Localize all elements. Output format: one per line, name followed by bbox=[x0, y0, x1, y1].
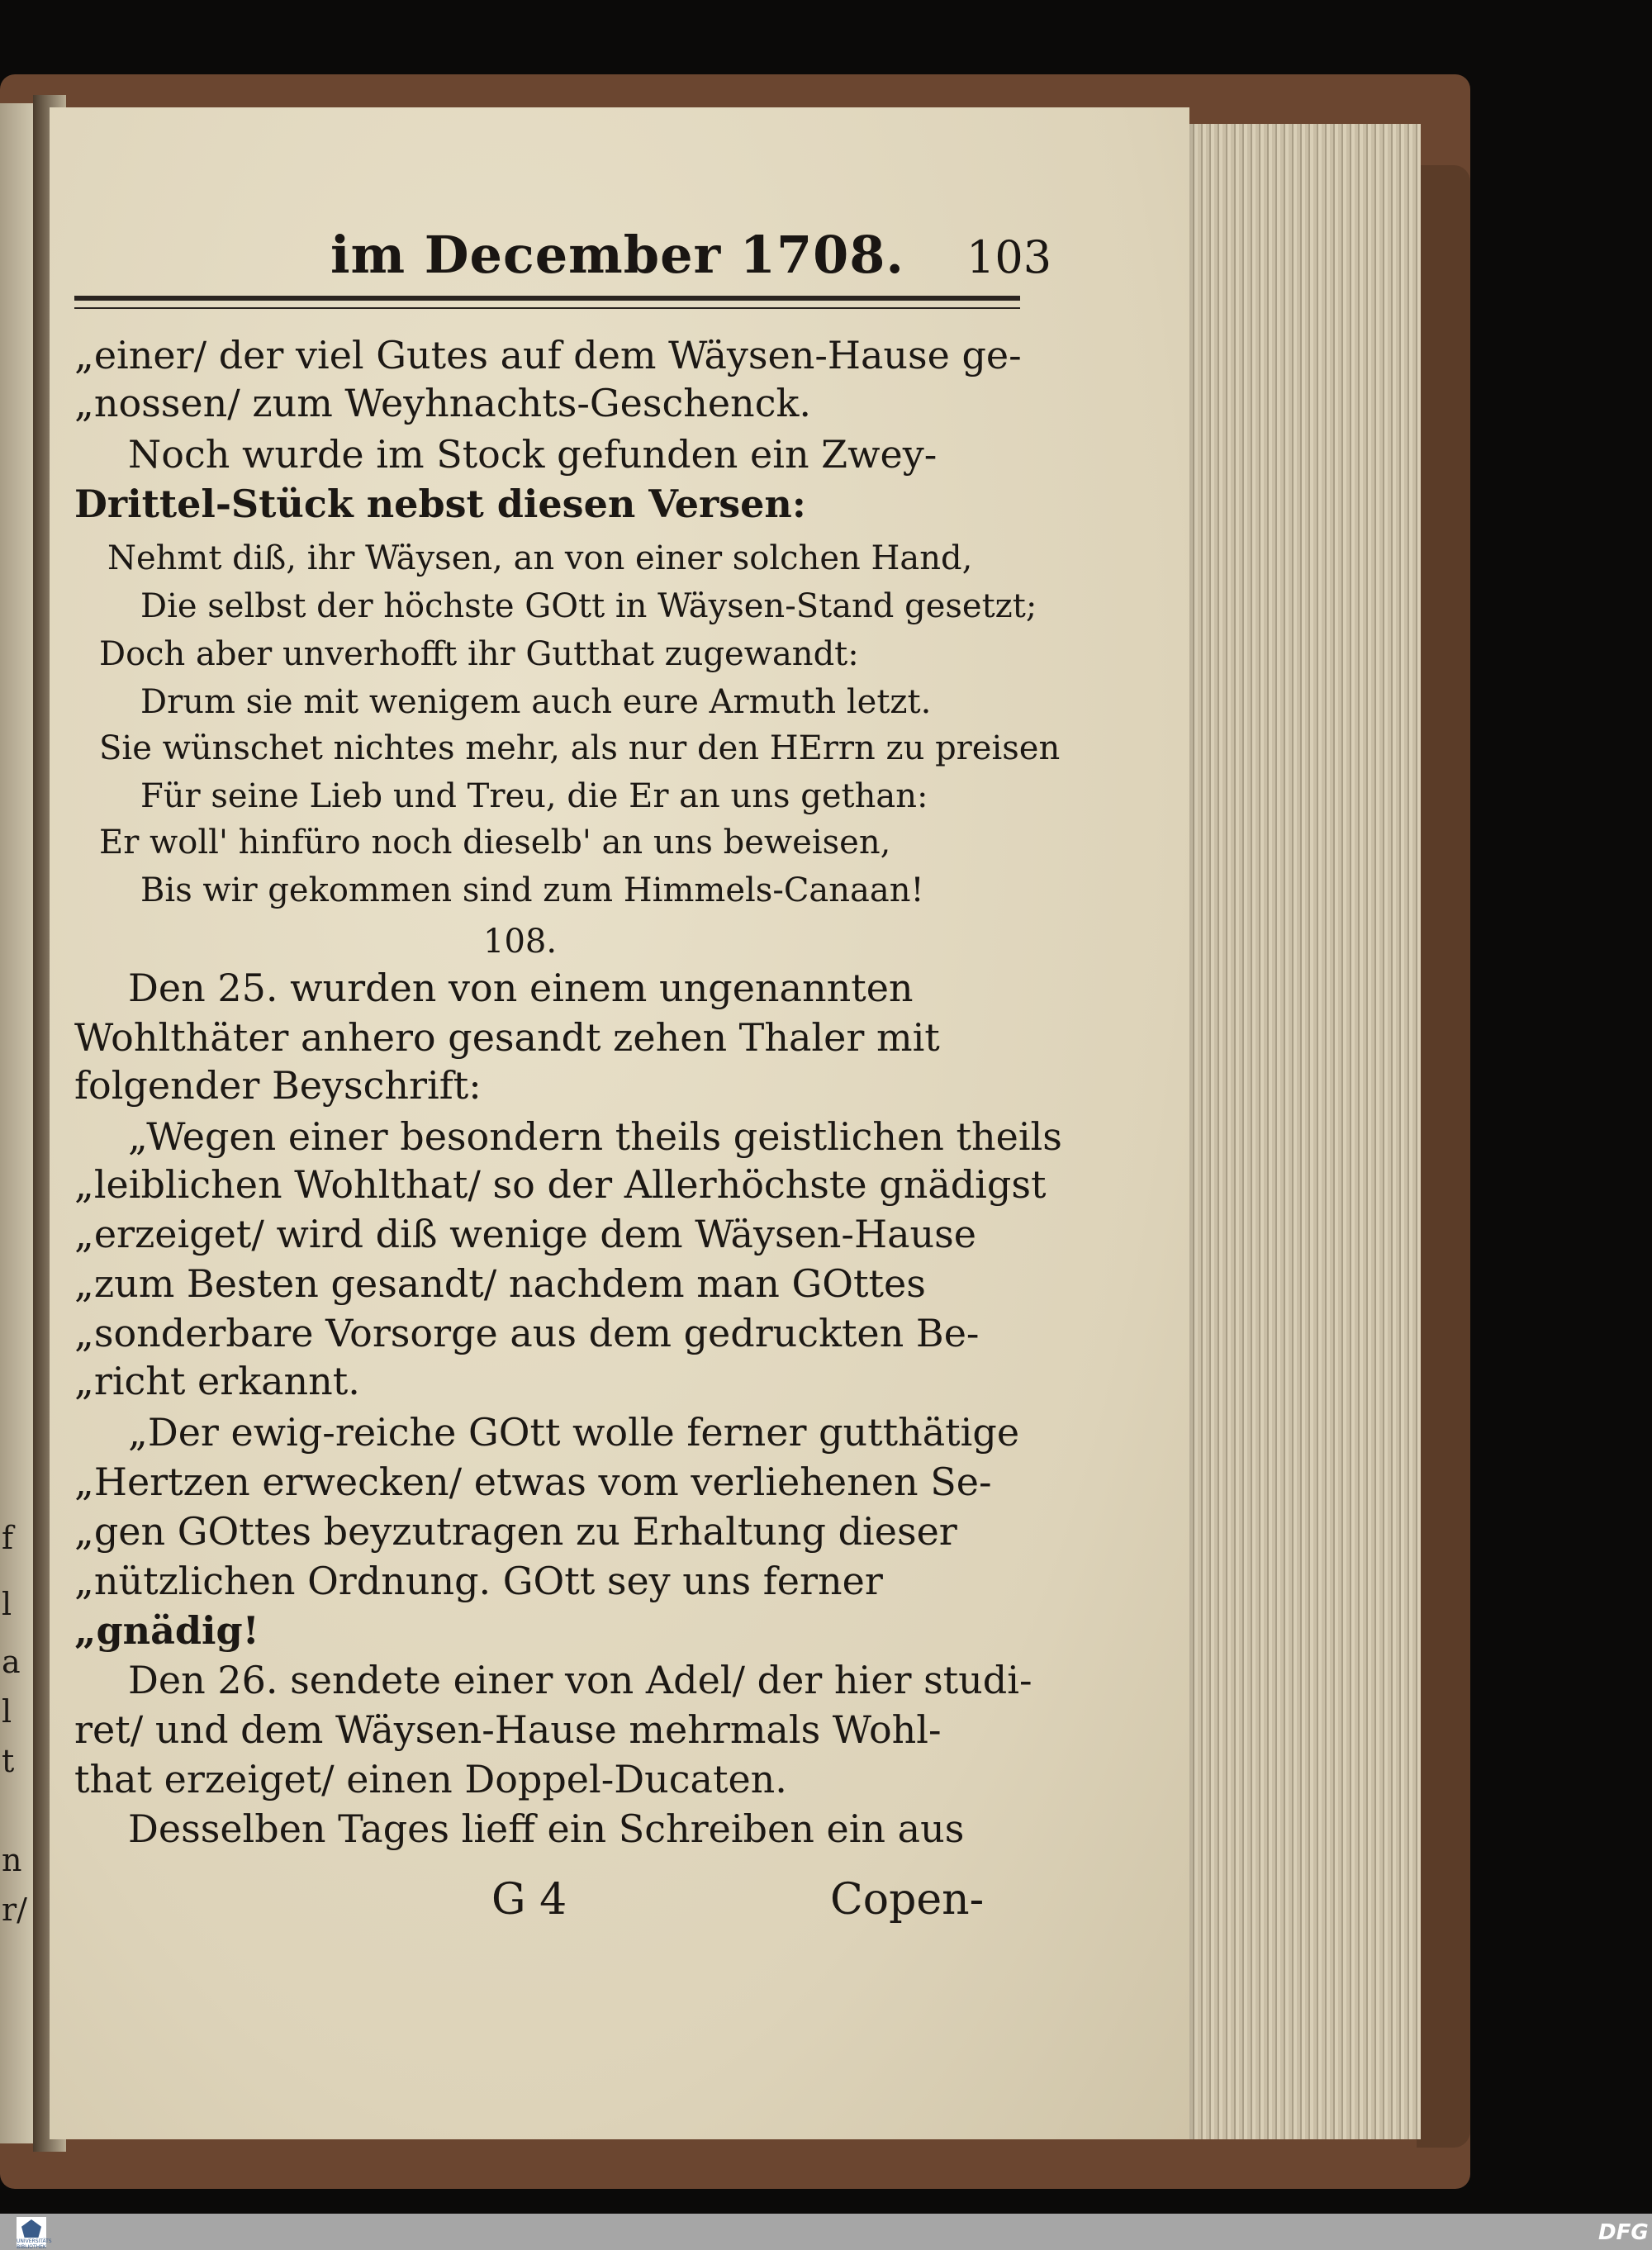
library-logo-caption: UNIVERSITÄTS BIBLIOTHEK bbox=[17, 2238, 52, 2250]
verse-line: Drum sie mit wenigem auch eure Armuth letzt. bbox=[140, 683, 932, 721]
entry-number: 108. bbox=[483, 923, 558, 961]
page-edges bbox=[1173, 124, 1421, 2139]
margin-fragment: f bbox=[2, 1520, 14, 1556]
margin-fragment: l bbox=[2, 1586, 12, 1622]
text-line: „einer/ der viel Gutes auf dem Wäysen-Hause ge- bbox=[74, 333, 1022, 377]
verse-line: Er woll' hinfüro noch dieselb' an uns beweisen, bbox=[99, 824, 891, 862]
verse-line: Bis wir gekommen sind zum Himmels-Canaan! bbox=[140, 871, 924, 909]
margin-fragment: t bbox=[2, 1743, 15, 1779]
text-line: „gnädig! bbox=[74, 1608, 259, 1653]
text-line: „zum Besten gesandt/ nachdem man GOttes bbox=[74, 1261, 926, 1306]
library-emblem-icon bbox=[21, 2219, 41, 2238]
page-number: 103 bbox=[966, 231, 1052, 283]
library-logo-icon bbox=[17, 2217, 52, 2250]
header-rule bbox=[74, 296, 1020, 301]
text-line: „nützlichen Ordnung. GOtt sey uns ferner bbox=[74, 1559, 883, 1603]
margin-fragment: r/ bbox=[2, 1892, 27, 1928]
text-line: „nossen/ zum Weyhnachts-Geschenck. bbox=[74, 381, 811, 425]
text-line: Den 25. wurden von einem ungenannten bbox=[128, 966, 914, 1010]
text-line: „sonderbare Vorsorge aus dem gedruckten Be- bbox=[74, 1311, 980, 1355]
text-line: Desselben Tages lieff ein Schreiben ein aus bbox=[128, 1806, 965, 1851]
margin-fragment: a bbox=[2, 1644, 21, 1680]
verse-line: Für seine Lieb und Treu, die Er an uns gethan: bbox=[140, 777, 928, 815]
signature-mark: G 4 bbox=[491, 1875, 567, 1925]
margin-fragment: n bbox=[2, 1842, 22, 1878]
text-line: folgender Beyschrift: bbox=[74, 1063, 482, 1108]
running-header bbox=[330, 225, 1057, 291]
text-line: Den 26. sendete einer von Adel/ der hier studi- bbox=[128, 1658, 1032, 1702]
verse-line: Die selbst der höchste GOtt in Wäysen-Stand gesetzt; bbox=[140, 587, 1037, 625]
header-rule-thin bbox=[74, 307, 1020, 309]
text-line: Drittel-Stück nebst diesen Versen: bbox=[74, 482, 806, 526]
verse-line: Doch aber unverhofft ihr Gutthat zugewandt: bbox=[99, 635, 859, 673]
text-line: Wohlthäter anhero gesandt zehen Thaler mit bbox=[74, 1015, 940, 1060]
text-line: ret/ und dem Wäysen-Hause mehrmals Wohl- bbox=[74, 1707, 942, 1752]
text-line: that erzeiget/ einen Doppel-Ducaten. bbox=[74, 1757, 787, 1801]
text-line: „Wegen einer besondern theils geistlichen theils bbox=[128, 1114, 1062, 1159]
dfg-logo: DFG bbox=[1598, 2220, 1649, 2245]
header-title: im December 1708. bbox=[330, 225, 904, 285]
text-line: „gen GOttes beyzutragen zu Erhaltung dieser bbox=[74, 1509, 957, 1554]
viewer-footer-bar bbox=[0, 2214, 1652, 2250]
text-line: Noch wurde im Stock gefunden ein Zwey- bbox=[128, 432, 938, 477]
text-line: „richt erkannt. bbox=[74, 1359, 360, 1403]
text-line: „Hertzen erwecken/ etwas vom verliehenen Se- bbox=[74, 1460, 992, 1504]
verse-line: Sie wünschet nichtes mehr, als nur den HErrn zu preisen bbox=[99, 729, 1061, 767]
catchword: Copen- bbox=[830, 1875, 985, 1925]
margin-fragment: l bbox=[2, 1693, 12, 1730]
verse-line: Nehmt diß, ihr Wäysen, an von einer solchen Hand, bbox=[107, 539, 973, 577]
text-line: „Der ewig-reiche GOtt wolle ferner gutthätige bbox=[128, 1410, 1020, 1455]
book-back-cover bbox=[1417, 165, 1470, 2148]
text-line: „erzeiget/ wird diß wenige dem Wäysen-Hause bbox=[74, 1212, 976, 1256]
text-line: „leiblichen Wohlthat/ so der Allerhöchste gnädigst bbox=[74, 1162, 1047, 1207]
